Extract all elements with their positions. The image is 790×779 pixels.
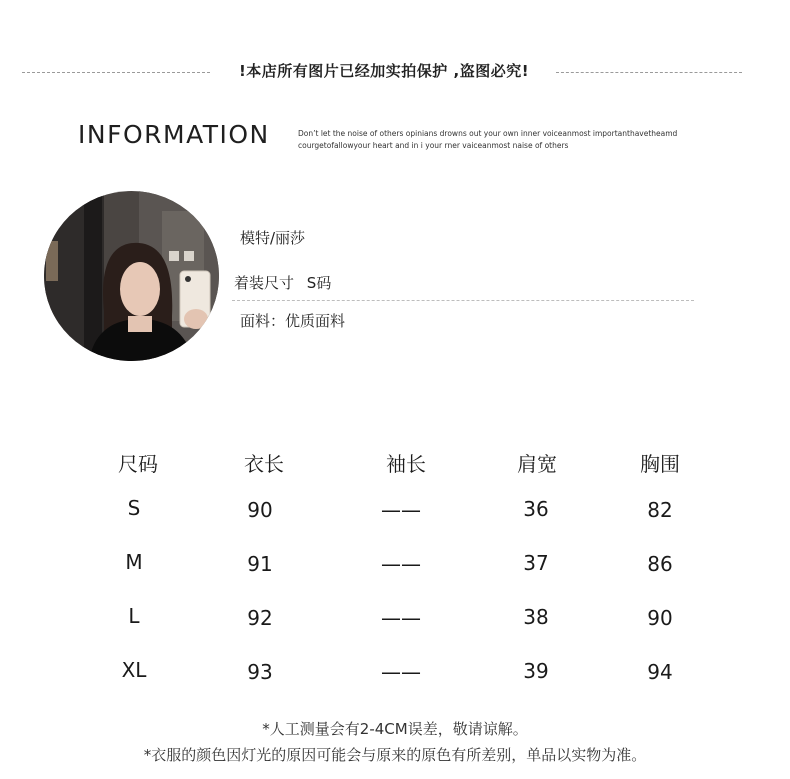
quote-line-1: Don’t let the noise of others opinians drowns out your own inner voiceanmost importanthavetheamd (298, 129, 678, 138)
model-photo-illustration (44, 191, 219, 361)
quote-line-2: courgetofallowyour heart and in i your rner vaiceanmost naise of others (298, 141, 569, 150)
information-title: INFORMATION (78, 120, 270, 149)
copyright-notice: !本店所有图片已经加实拍保护 ,盗图必究! (238, 62, 530, 80)
row-s-shoulder: 36 (523, 497, 549, 521)
model-size-value: S码 (306, 274, 332, 292)
header-sleeve: 袖长 (386, 452, 426, 476)
row-m-sleeve: —— (381, 552, 421, 576)
fabric-info: 面料：优质面料 (240, 312, 346, 330)
row-xl-sleeve: —— (381, 660, 421, 684)
measurement-note: *人工测量会有2-4CM误差，敬请谅解。 (262, 720, 528, 738)
row-s-size: S (127, 496, 141, 520)
row-xl-length: 93 (247, 660, 273, 684)
notice-divider-left (22, 72, 210, 73)
row-s-length: 90 (247, 498, 273, 522)
notice-divider-right (556, 72, 742, 73)
header-shoulder: 肩宽 (517, 452, 557, 476)
row-l-size: L (128, 604, 140, 628)
model-avatar-photo (44, 191, 219, 361)
row-s-sleeve: —— (381, 498, 421, 522)
row-m-shoulder: 37 (523, 551, 549, 575)
model-name: 模特/丽莎 (240, 229, 306, 247)
row-xl-size: XL (121, 658, 147, 682)
information-quote (298, 128, 728, 152)
color-note: *衣服的颜色因灯光的原因可能会与原来的原色有所差别，单品以实物为准。 (143, 746, 647, 764)
header-length: 衣长 (244, 452, 284, 476)
header-size: 尺码 (118, 452, 158, 476)
info-divider (232, 300, 694, 301)
row-l-shoulder: 38 (523, 605, 549, 629)
row-xl-shoulder: 39 (523, 659, 549, 683)
row-s-bust: 82 (647, 498, 673, 522)
row-xl-bust: 94 (647, 660, 673, 684)
model-size-label: 着装尺寸 (234, 274, 295, 292)
row-m-length: 91 (247, 552, 273, 576)
row-m-size: M (125, 550, 143, 574)
model-size (234, 272, 331, 293)
row-l-length: 92 (247, 606, 273, 630)
row-m-bust: 86 (647, 552, 673, 576)
row-l-sleeve: —— (381, 606, 421, 630)
row-l-bust: 90 (647, 606, 673, 630)
header-bust: 胸围 (640, 452, 680, 476)
